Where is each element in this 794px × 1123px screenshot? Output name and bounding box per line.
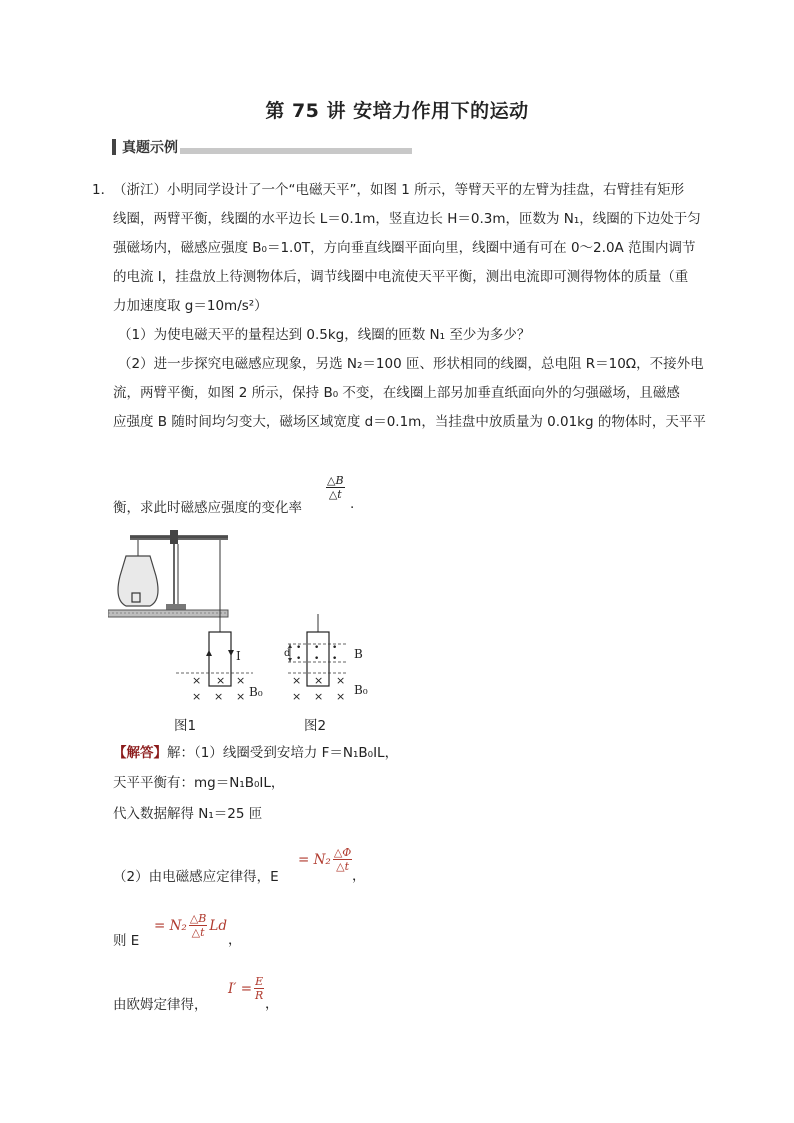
field-label-b0-2: B₀: [354, 683, 368, 697]
formula-emf-rhs: Ld: [209, 917, 227, 934]
balance-pan: [118, 556, 158, 606]
formula-emf-denominator: △t: [191, 926, 205, 939]
dot-mark: •: [314, 654, 320, 664]
current-label: I: [236, 649, 241, 663]
rate-denominator: △t: [328, 488, 342, 501]
figure-diagram: [108, 528, 408, 720]
field-label-b0-1: B₀: [249, 685, 263, 699]
dot-mark: •: [332, 643, 338, 653]
solution-line-1: 解：（1）线圈受到安培力 F＝N₁B₀IL，: [167, 745, 399, 761]
solution-line-3: 代入数据解得 N₁＝25 匝: [113, 806, 263, 822]
section-marker: [112, 139, 116, 155]
figure-2-caption: 图2: [304, 718, 327, 734]
dot-mark: •: [296, 654, 302, 664]
question-1: （1）为使电磁天平的量程达到 0.5kg，线圈的匝数 N₁ 至少为多少？: [118, 327, 531, 343]
rate-tail: .: [350, 496, 355, 512]
formula-faraday-denominator: △t: [336, 860, 350, 873]
formula-ohm: [228, 975, 264, 1002]
cross-mark: ×: [236, 690, 246, 703]
question-2-line-3: 应强度 B 随时间均匀变大，磁场区域宽度 d＝0.1m，当挂盘中放质量为 0.01kg 的物体时，天平平: [113, 414, 706, 430]
cross-mark: ×: [192, 690, 202, 703]
formula-emf-numerator: △B: [189, 912, 207, 925]
solution-line-5-text: 则 E: [113, 933, 140, 949]
solution-line-4-text: （2）由电磁感应定律得，E: [113, 869, 279, 885]
formula-ohm-numerator: E: [255, 975, 264, 988]
solution-line-4-tail: ，: [352, 868, 366, 884]
solution-line-5-tail: ，: [228, 932, 242, 948]
dot-mark: •: [296, 643, 302, 653]
problem-number: 1．: [92, 182, 115, 198]
problem-line-2: 线圈，两臂平衡，线圈的水平边长 L＝0.1m，竖直边长 H＝0.3m，匝数为 N₁，线圈的下边处于匀: [113, 211, 701, 227]
section-divider: [180, 148, 412, 154]
cross-mark: ×: [314, 690, 324, 703]
solution-line-6-tail: ，: [265, 996, 279, 1012]
solution-line-2: 天平平衡有：mg＝N₁B₀IL，: [113, 775, 285, 791]
dot-mark: •: [314, 643, 320, 653]
formula-faraday-numerator: △Φ: [333, 846, 352, 859]
problem-line-4: 的电流 I，挂盘放上待测物体后，调节线圈中电流使天平平衡，测出电流即可测得物体的质量（重: [113, 269, 689, 285]
problem-line-3: 强磁场内，磁感应强度 B₀＝1.0T，方向垂直线圈平面向里，线圈中通有可在 0～2.0A 范围内调节: [113, 240, 696, 256]
section-title: 真题示例: [122, 140, 178, 156]
cross-mark: ×: [336, 690, 346, 703]
formula-faraday-lhs: = N₂: [298, 851, 331, 868]
question-2-line-2: 流，两臂平衡，如图 2 所示，保持 B₀ 不变，在线圈上部另加垂直纸面向外的匀强磁场，且磁感: [113, 385, 680, 401]
formula-emf-lhs: = N₂: [154, 917, 187, 934]
balance-foot: [166, 604, 186, 610]
question-2-line-1: （2）进一步探究电磁感应现象，另选 N₂＝100 匝、形状相同的线圈，总电阻 R＝10Ω，不接外电: [118, 356, 704, 372]
formula-ohm-lhs: I′ =: [228, 980, 253, 997]
page-title: 第 75 讲 安培力作用下的运动: [265, 100, 529, 122]
solution-tag: 【解答】: [113, 745, 167, 761]
problem-line-1: （浙江）小明同学设计了一个“电磁天平”，如图 1 所示，等臂天平的左臂为挂盘，右臂挂有矩形: [113, 182, 685, 198]
cross-mark: ×: [216, 674, 226, 687]
rate-fraction: [326, 474, 345, 501]
question-2-last-line: 衡，求此时磁感应强度的变化率: [113, 500, 302, 516]
field-label-b: B: [354, 647, 363, 661]
rate-numerator: △B: [327, 474, 344, 487]
cross-mark: ×: [314, 674, 324, 687]
cross-mark: ×: [214, 690, 224, 703]
balance-base: [108, 610, 228, 617]
cross-mark: ×: [336, 674, 346, 687]
formula-faraday: [298, 846, 352, 873]
figure-1-caption: 图1: [174, 718, 197, 734]
current-arrow-up: [206, 650, 212, 656]
formula-ohm-denominator: R: [255, 989, 264, 1002]
current-arrow-down: [228, 650, 234, 656]
cross-mark: ×: [192, 674, 202, 687]
cross-mark: ×: [236, 674, 246, 687]
cross-mark: ×: [292, 674, 302, 687]
cross-mark: ×: [292, 690, 302, 703]
width-label: d: [284, 648, 291, 659]
solution-line-6-text: 由欧姆定律得，: [113, 997, 208, 1013]
dot-mark: •: [332, 654, 338, 664]
beam-pivot: [170, 530, 178, 544]
formula-emf: [154, 912, 227, 939]
problem-line-5: 力加速度取 g＝10m/s²）: [113, 298, 268, 314]
